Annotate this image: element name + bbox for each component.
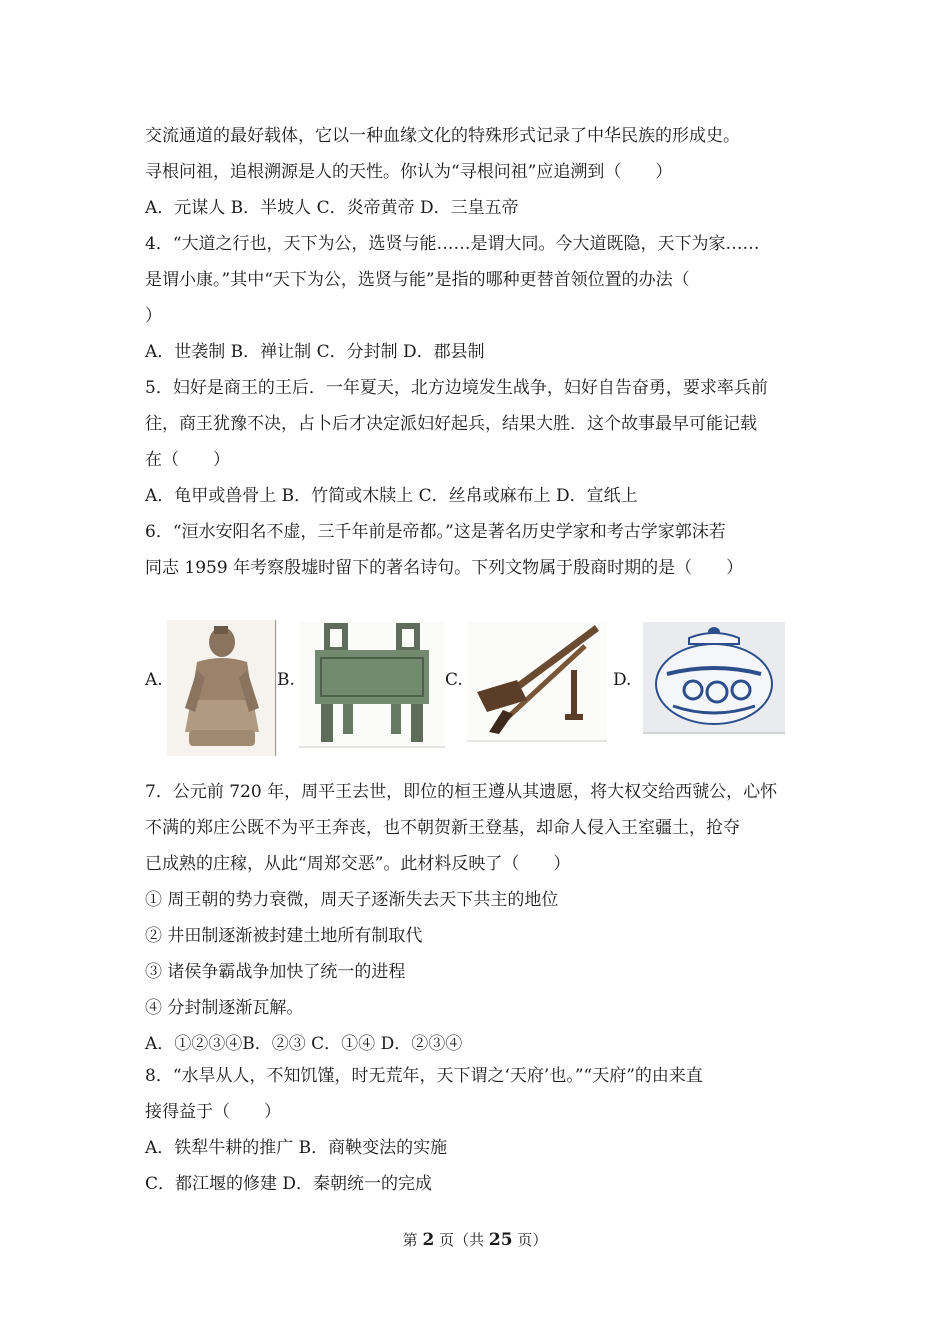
option-d-label: D. xyxy=(613,670,632,690)
text-line: A．①②③④B．②③ C．①④ D．②③④ xyxy=(145,1034,463,1054)
text-line: 已成熟的庄稼，从此“周郑交恶”。此材料反映了（ ） xyxy=(145,854,571,874)
text-line: A．世袭制 B．禅让制 C．分封制 D．郡县制 xyxy=(145,342,485,362)
text-line: 在（ ） xyxy=(145,450,230,470)
text-line: C．都江堰的修建 D．秦朝统一的完成 xyxy=(145,1174,433,1194)
footer-suffix: 页） xyxy=(517,1231,548,1249)
text-line: A．铁犁牛耕的推广 B．商鞅变法的实施 xyxy=(145,1138,448,1158)
text-line: 寻根问祖，追根溯源是人的天性。你认为“寻根问祖”应追溯到（ ） xyxy=(145,162,673,182)
text-line: ③ 诸侯争霸战争加快了统一的进程 xyxy=(145,962,406,982)
option-b-label: B. xyxy=(277,670,295,690)
blue-white-porcelain-image xyxy=(643,622,785,734)
text-line: ④ 分封制逐渐瓦解。 xyxy=(145,998,304,1018)
text-line: 5．妇好是商王的王后．一年夏天，北方边境发生战争，妇好自告奋勇，要求率兵前 xyxy=(145,378,768,398)
text-line: 8．“水旱从人，不知饥馑，时无荒年，天下谓之‘天府’也。”“天府”的由来直 xyxy=(145,1066,703,1086)
text-line: ① 周王朝的势力衰微，周天子逐渐失去天下共主的地位 xyxy=(145,890,559,910)
text-line: A．元谋人 B．半坡人 C．炎帝黄帝 D．三皇五帝 xyxy=(145,198,519,218)
text-line: 7．公元前 720 年，周平王去世，即位的桓王遵从其遗愿，将大权交给西虢公，心怀 xyxy=(145,782,778,802)
page-footer xyxy=(0,1229,950,1250)
text-line: 交流通道的最好载体，它以一种血缘文化的特殊形式记录了中华民族的形成史。 xyxy=(145,126,740,146)
text-line: 接得益于（ ） xyxy=(145,1102,281,1122)
text-line: 往，商王犹豫不决，占卜后才决定派妇好起兵，结果大胜．这个故事最早可能记载 xyxy=(145,414,757,434)
wooden-plow-image xyxy=(467,622,607,742)
text-line: 不满的郑庄公既不为平王奔丧，也不朝贺新王登基，却命人侵入王室疆土，抢夺 xyxy=(145,818,740,838)
text-line: 6．“洹水安阳名不虚，三千年前是帝都。”这是著名历史学家和考古学家郭沫若 xyxy=(145,522,726,542)
text-line: 是谓小康。”其中“天下为公，选贤与能”是指的哪种更替首领位置的办法（ xyxy=(145,270,690,290)
text-line: ② 井田制逐渐被封建土地所有制取代 xyxy=(145,926,423,946)
footer-mid: 页（共 xyxy=(439,1231,485,1249)
option-c-label: C. xyxy=(445,670,463,690)
option-a-label: A. xyxy=(145,670,163,690)
text-line: 4．“大道之行也，天下为公，选贤与能……是谓大同。今大道既隐，天下为家…… xyxy=(145,234,760,254)
footer-page-number: 2 xyxy=(422,1230,435,1250)
bronze-ding-image xyxy=(299,622,445,748)
footer-prefix: 第 xyxy=(402,1231,418,1249)
image-options-row xyxy=(145,620,825,760)
text-line: 同志 1959 年考察殷墟时留下的著名诗句。下列文物属于殷商时期的是（ ） xyxy=(145,558,744,578)
text-line: A．龟甲或兽骨上 B．竹简或木牍上 C．丝帛或麻布上 D．宣纸上 xyxy=(145,486,638,506)
footer-total-pages: 25 xyxy=(488,1230,513,1250)
terracotta-warrior-image xyxy=(167,620,277,756)
text-line: ） xyxy=(145,306,162,326)
